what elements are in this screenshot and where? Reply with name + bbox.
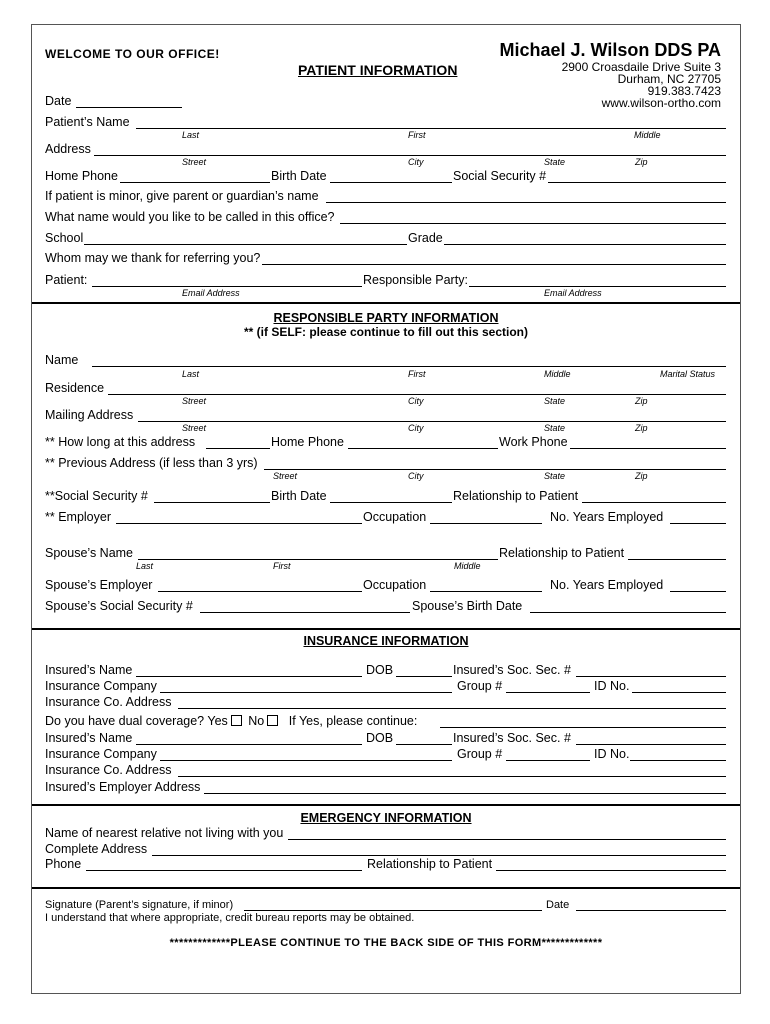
insurance-company-label: Insurance Company [45, 679, 157, 693]
group2-field[interactable] [506, 760, 590, 761]
group-label: Group # [457, 679, 503, 693]
spouse-years-field[interactable] [670, 591, 726, 592]
birth-date-field[interactable] [330, 182, 452, 183]
id2-label: ID No. [594, 747, 630, 761]
caption-state: State [544, 423, 566, 433]
spouse-employer-label: Spouse’s Employer [45, 578, 153, 592]
signature-date-field[interactable] [576, 910, 726, 911]
id-label: ID No. [594, 679, 630, 693]
practice-website: www.wilson-ortho.com [601, 96, 721, 110]
insurance-address-label: Insurance Co. Address [45, 695, 172, 709]
patient-email-label: Patient: [45, 273, 88, 287]
rp-ssn-field[interactable] [154, 502, 270, 503]
if-yes-label: If Yes, please continue: [288, 714, 418, 728]
rp-name-label: Name [45, 353, 79, 367]
previous-address-field[interactable] [264, 469, 726, 470]
date-label: Date [45, 94, 72, 108]
caption-marital-status: Marital Status [660, 369, 716, 379]
rp-birth-date-label: Birth Date [271, 489, 327, 503]
insurance-company-field[interactable] [160, 692, 452, 693]
section-divider [32, 887, 740, 889]
caption-email-patient: Email Address [182, 288, 240, 298]
spouse-ssn-field[interactable] [200, 612, 410, 613]
section-divider [32, 804, 740, 806]
mailing-field[interactable] [138, 421, 726, 422]
previous-address-label: ** Previous Address (if less than 3 yrs) [45, 456, 258, 470]
caption-zip: Zip [635, 396, 648, 406]
insurance-title: INSURANCE INFORMATION [303, 634, 469, 648]
address-field[interactable] [94, 155, 726, 156]
employer-field[interactable] [116, 523, 362, 524]
signature-label: Signature (Parent’s signature, if minor) [45, 899, 234, 911]
practice-address2: Durham, NC 27705 [617, 72, 721, 86]
form-title: PATIENT INFORMATION [298, 62, 458, 78]
caption-street: Street [182, 396, 207, 406]
insured-name-label: Insured’s Name [45, 663, 133, 677]
dob-label: DOB [366, 663, 394, 677]
occupation-label: Occupation [363, 510, 427, 524]
rp-work-phone-label: Work Phone [499, 435, 568, 449]
emergency-phone-field[interactable] [86, 870, 362, 871]
spouse-occupation-field[interactable] [430, 591, 542, 592]
practice-phone: 919.383.7423 [647, 84, 721, 98]
yes-checkbox[interactable] [231, 715, 242, 726]
home-phone-field[interactable] [120, 182, 270, 183]
id2-field[interactable] [630, 760, 726, 761]
rp-home-phone-label: Home Phone [271, 435, 344, 449]
rp-name-field[interactable] [92, 366, 726, 367]
group2-label: Group # [457, 747, 503, 761]
home-phone-label: Home Phone [45, 169, 118, 183]
caption-city: City [408, 423, 424, 433]
dob2-field[interactable] [396, 744, 452, 745]
resp-email-field[interactable] [469, 286, 726, 287]
caption-first: First [273, 561, 291, 571]
insured-name2-field[interactable] [136, 744, 362, 745]
guardian-field[interactable] [326, 202, 726, 203]
employer-address-label: Insured’s Employer Address [45, 780, 201, 794]
continue-notice: *************PLEASE CONTINUE TO THE BACK SIDE OF THIS FORM************* [169, 937, 603, 949]
caption-city: City [408, 396, 424, 406]
insurance-address2-field[interactable] [178, 776, 726, 777]
responsible-title: RESPONSIBLE PARTY INFORMATION [273, 311, 499, 325]
ssn-label: Social Security # [453, 169, 547, 183]
caption-first: First [408, 130, 426, 140]
grade-field[interactable] [444, 244, 726, 245]
caption-zip: Zip [635, 471, 648, 481]
group-field[interactable] [506, 692, 590, 693]
grade-label: Grade [408, 231, 443, 245]
insurance-company2-field[interactable] [160, 760, 452, 761]
residence-field[interactable] [108, 394, 726, 395]
emergency-phone-label: Phone [45, 857, 82, 871]
responsible-subtitle: ** (if SELF: please continue to fill out this section) [243, 325, 528, 339]
caption-last: Last [182, 130, 200, 140]
spouse-employer-field[interactable] [158, 591, 362, 592]
occupation-field[interactable] [430, 523, 542, 524]
spouse-name-label: Spouse’s Name [45, 546, 134, 560]
spouse-birth-field[interactable] [530, 612, 726, 613]
welcome-text: WELCOME TO OUR OFFICE! [45, 47, 220, 61]
practice-address1: 2900 Croasdaile Drive Suite 3 [561, 60, 721, 74]
caption-last: Last [182, 369, 200, 379]
emergency-relationship-field[interactable] [496, 870, 726, 871]
resp-email-label: Responsible Party: [363, 273, 468, 287]
caption-city: City [408, 471, 424, 481]
emergency-title: EMERGENCY INFORMATION [300, 811, 472, 825]
patient-email-field[interactable] [92, 286, 362, 287]
dual-coverage-label: Do you have dual coverage? [45, 714, 205, 728]
caption-street: Street [182, 157, 207, 167]
yes-label: Yes [207, 714, 228, 728]
rp-home-phone-field[interactable] [348, 448, 498, 449]
no-label: No [248, 714, 265, 728]
ssn-field[interactable] [548, 182, 726, 183]
insured-ssn-label: Insured’s Soc. Sec. # [453, 663, 571, 677]
insured-ssn2-label: Insured’s Soc. Sec. # [453, 731, 571, 745]
caption-zip: Zip [635, 423, 648, 433]
school-label: School [45, 231, 84, 245]
no-checkbox[interactable] [267, 715, 278, 726]
date-field[interactable] [76, 107, 182, 108]
nickname-field[interactable] [340, 223, 726, 224]
caption-middle: Middle [454, 561, 481, 571]
credit-notice: I understand that where appropriate, credit bureau reports may be obtained. [45, 912, 415, 924]
caption-last: Last [136, 561, 154, 571]
spouse-occupation-label: Occupation [363, 578, 427, 592]
emergency-relationship-label: Relationship to Patient [367, 857, 493, 871]
spouse-ssn-label: Spouse’s Social Security # [45, 599, 193, 613]
caption-first: First [408, 369, 426, 379]
rp-birth-date-field[interactable] [330, 502, 452, 503]
dob2-label: DOB [366, 731, 394, 745]
dual-coverage-field[interactable] [440, 727, 726, 728]
years-employed-field[interactable] [670, 523, 726, 524]
birth-date-label: Birth Date [271, 169, 327, 183]
spouse-relationship-field[interactable] [628, 559, 726, 560]
caption-email-responsible: Email Address [544, 288, 602, 298]
years-employed-label: No. Years Employed [550, 510, 664, 524]
caption-street: Street [273, 471, 298, 481]
insured-name2-label: Insured’s Name [45, 731, 133, 745]
rp-relationship-field[interactable] [582, 502, 726, 503]
caption-middle: Middle [544, 369, 571, 379]
dob-field[interactable] [396, 676, 452, 677]
complete-address-label: Complete Address [45, 842, 148, 856]
mailing-label: Mailing Address [45, 408, 134, 422]
school-field[interactable] [84, 244, 407, 245]
address-label: Address [45, 142, 91, 156]
spouse-years-label: No. Years Employed [550, 578, 664, 592]
spouse-relationship-label: Relationship to Patient [499, 546, 625, 560]
employer-label: ** Employer [45, 510, 111, 524]
insured-ssn2-field[interactable] [576, 744, 726, 745]
caption-street: Street [182, 423, 207, 433]
spouse-name-field[interactable] [138, 559, 498, 560]
caption-zip: Zip [635, 157, 648, 167]
rp-ssn-label: **Social Security # [45, 489, 148, 503]
how-long-field[interactable] [206, 448, 270, 449]
insured-name-field[interactable] [136, 676, 362, 677]
patient-name-label: Patient’s Name [45, 115, 130, 129]
spouse-birth-label: Spouse’s Birth Date [412, 599, 523, 613]
how-long-label: ** How long at this address [45, 435, 196, 449]
nickname-label: What name would you like to be called in this office? [45, 210, 335, 224]
employer-address-field[interactable] [204, 793, 726, 794]
referral-label: Whom may we thank for referring you? [45, 251, 261, 265]
relative-field[interactable] [288, 839, 726, 840]
insurance-address-field[interactable] [178, 708, 726, 709]
referral-field[interactable] [262, 264, 726, 265]
caption-state: State [544, 396, 566, 406]
id-field[interactable] [632, 692, 726, 693]
insured-ssn-field[interactable] [576, 676, 726, 677]
patient-name-field[interactable] [136, 128, 726, 129]
insurance-address2-label: Insurance Co. Address [45, 763, 172, 777]
caption-city: City [408, 157, 424, 167]
rp-relationship-label: Relationship to Patient [453, 489, 579, 503]
signature-date-label: Date [546, 899, 570, 911]
dual-coverage-row [45, 714, 417, 728]
guardian-label: If patient is minor, give parent or guardian’s name [45, 189, 319, 203]
residence-label: Residence [45, 381, 105, 395]
patient-information-form [31, 24, 741, 994]
caption-middle: Middle [634, 130, 661, 140]
caption-state: State [544, 471, 566, 481]
practice-name: Michael J. Wilson DDS PA [499, 40, 721, 60]
insurance-company2-label: Insurance Company [45, 747, 157, 761]
complete-address-field[interactable] [152, 855, 726, 856]
relative-label: Name of nearest relative not living with you [45, 826, 284, 840]
rp-work-phone-field[interactable] [570, 448, 726, 449]
section-divider [32, 628, 740, 630]
section-divider [32, 302, 740, 304]
caption-state: State [544, 157, 566, 167]
